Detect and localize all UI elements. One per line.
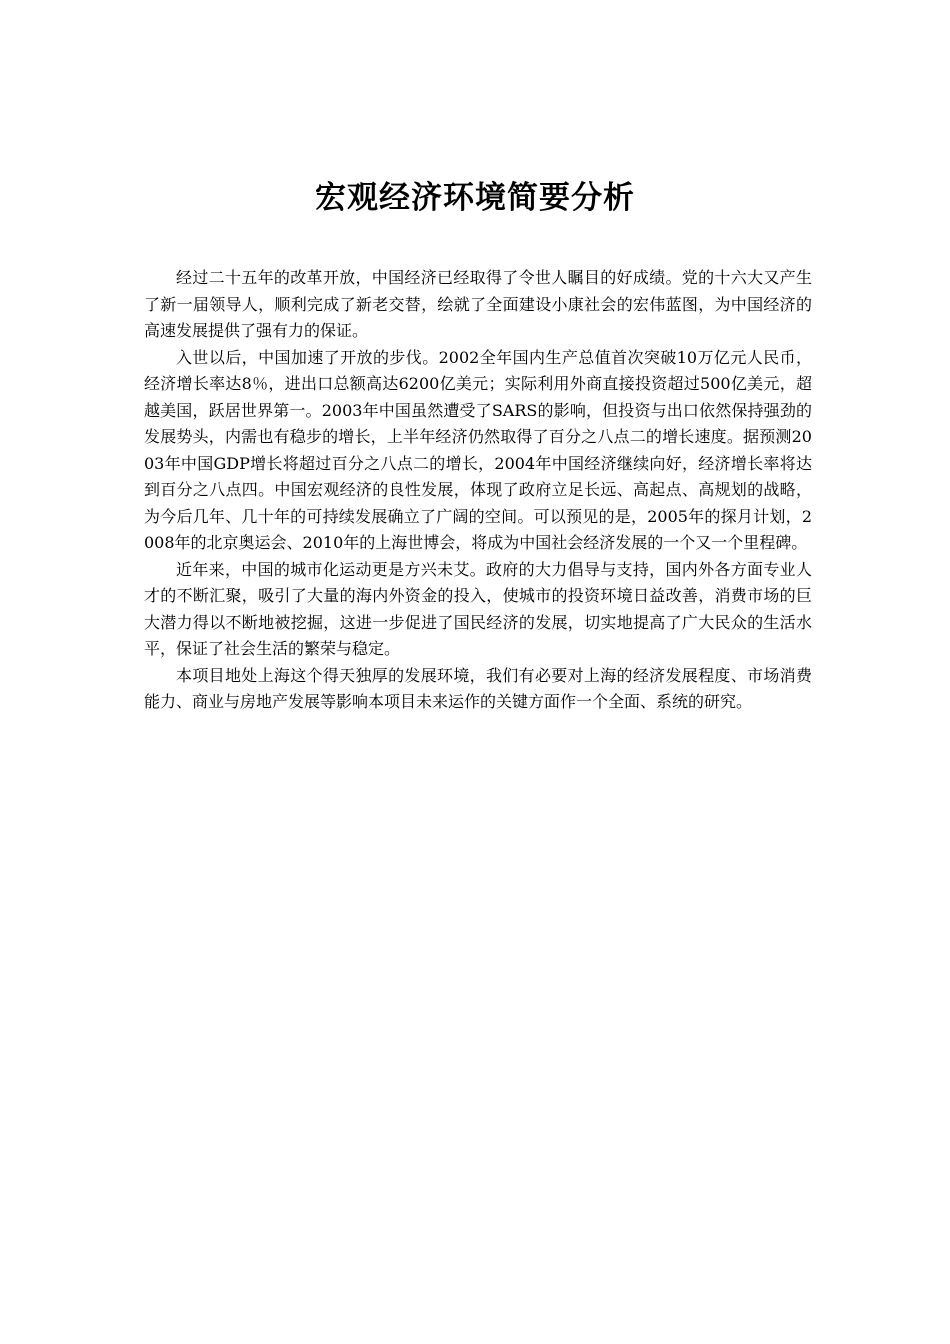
document-body (144, 265, 812, 716)
document-title: 宏观经济环境简要分析 (315, 180, 635, 216)
paragraph-4: 本项目地处上海这个得天独厚的发展环境，我们有必要对上海的经济发展程度、市场消费能力、商业与房地产发展等影响本项目未来运作的关键方面作一个全面、系统的研究。 (144, 665, 812, 711)
paragraph-1: 经过二十五年的改革开放，中国经济已经取得了令世人瞩目的好成绩。党的十六大又产生了新一届领导人，顺利完成了新老交替，绘就了全面建设小康社会的宏伟蓝图，为中国经济的高速发展提供了强有力的保证。 (144, 268, 812, 340)
paragraph-3: 近年来，中国的城市化运动更是方兴未艾。政府的大力倡导与支持，国内外各方面专业人才的不断汇聚，吸引了大量的海内外资金的投入，使城市的投资环境日益改善，消费市场的巨大潜力得以不断地被挖掘，这进一步促进了国民经济的发展，切实地提高了广大民众的生活水平，保证了社会生活的繁荣与稳定。 (144, 559, 812, 658)
paragraph-2: 入世以后，中国加速了开放的步伐。2002全年国内生产总值首次突破10万亿元人民币，经济增长率达8％，进出口总额高达6200亿美元；实际利用外商直接投资超过500亿美元，超越美国，跃居世界第一。2003年中国虽然遭受了SARS的影响，但投资与出口依然保持强劲的发展势头，内需也有稳步的增长，上半年经济仍然取得了百分之八点二的增长速度。据预测2003年中国GDP增长将超过百分之八点二的增长，2004年中国经济继续向好，经济增长率将达到百分之八点四。中国宏观经济的良性发展，体现了政府立足长远、高起点、高规划的战略，为今后几年、几十年的可持续发展确立了广阔的空间。可以预见的是，2005年的探月计划，2008年的北京奥运会、2010年的上海世博会，将成为中国社会经济发展的一个又一个里程碑。 (144, 347, 812, 552)
